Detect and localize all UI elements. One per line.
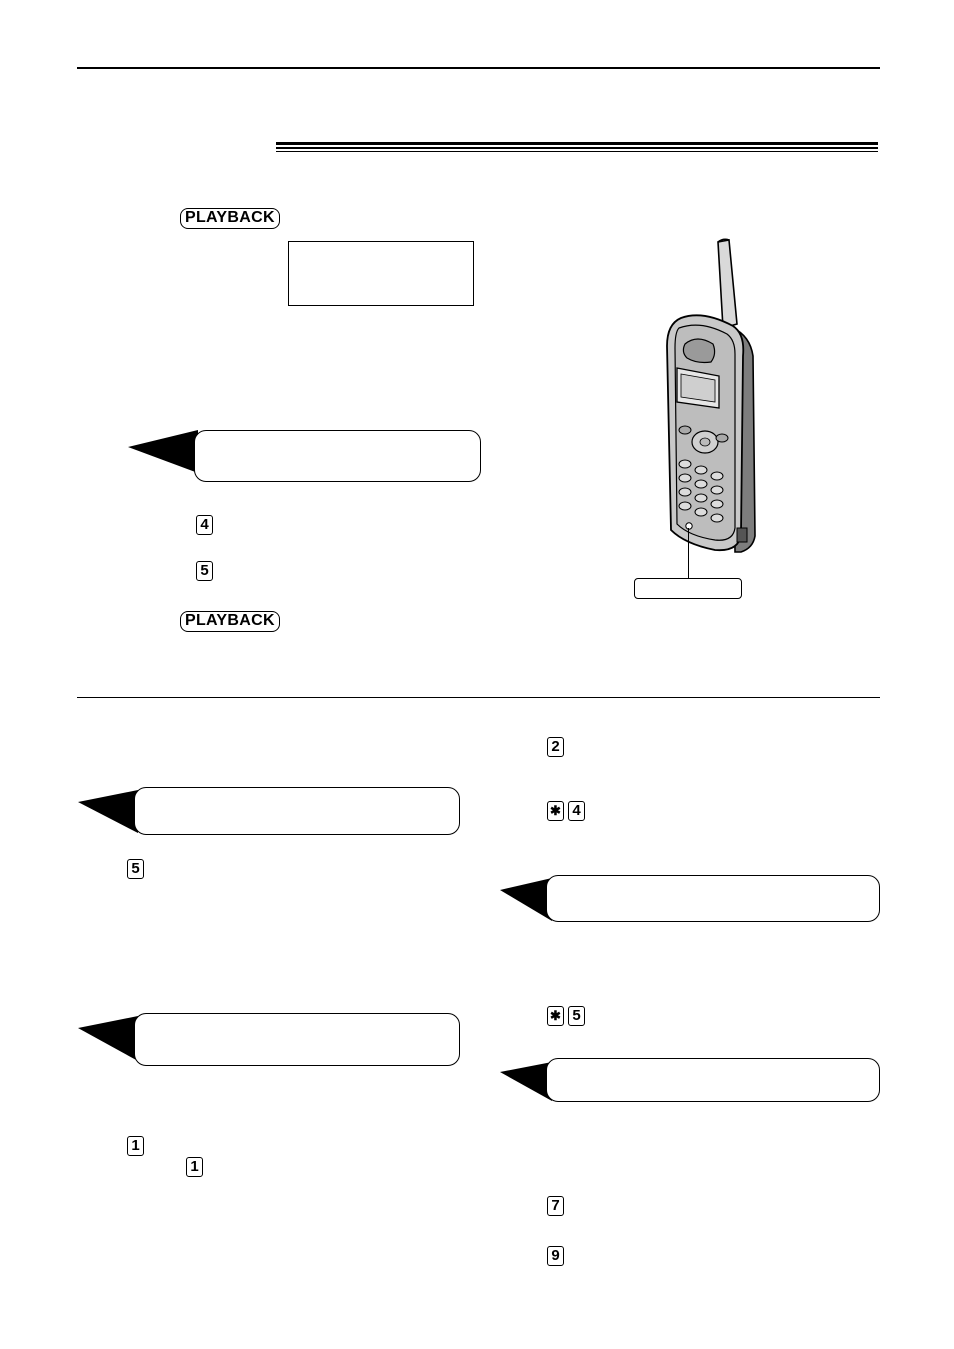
key-7: 7	[547, 1196, 564, 1216]
voice-bubble	[194, 430, 481, 482]
key-star: ✱	[547, 801, 564, 821]
handset-icon	[655, 236, 765, 558]
key-2: 2	[547, 737, 564, 757]
voice-bubble	[546, 875, 880, 922]
voice-bubble	[134, 787, 460, 835]
key-9: 9	[547, 1246, 564, 1266]
playback-key: PLAYBACK	[180, 208, 280, 229]
key-5: 5	[196, 561, 213, 581]
display-box	[288, 241, 474, 306]
callout-label-box	[634, 578, 742, 599]
voice-bubble-pointer	[128, 430, 200, 474]
section-rule	[77, 697, 880, 698]
key-5: 5	[568, 1006, 585, 1026]
title-rule-1	[276, 142, 878, 145]
key-4: 4	[196, 515, 213, 535]
key-star: ✱	[547, 1006, 564, 1026]
voice-bubble-pointer	[78, 1016, 140, 1062]
key-1: 1	[186, 1157, 203, 1177]
key-5: 5	[127, 859, 144, 879]
callout-line	[688, 528, 689, 579]
voice-bubble	[546, 1058, 880, 1102]
title-rule-3	[276, 151, 878, 152]
top-rule	[77, 67, 880, 69]
playback-key: PLAYBACK	[180, 611, 280, 632]
voice-bubble	[134, 1013, 460, 1066]
title-rule-2	[276, 147, 878, 149]
key-4: 4	[568, 801, 585, 821]
voice-bubble-pointer	[78, 790, 140, 834]
key-1: 1	[127, 1136, 144, 1156]
